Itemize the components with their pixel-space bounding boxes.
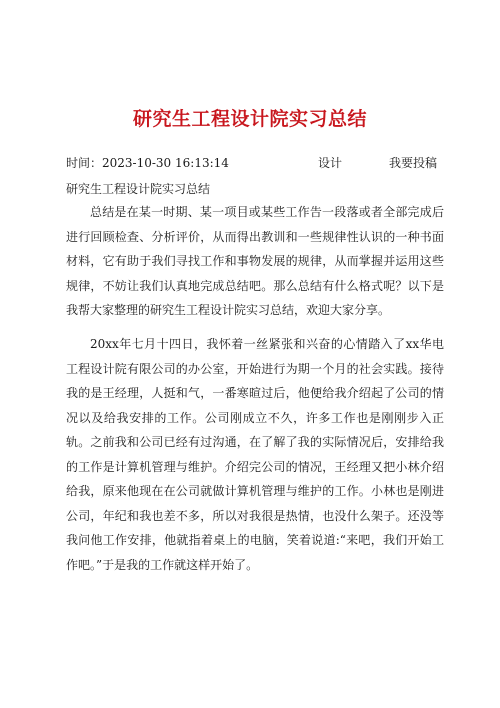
document-subtitle: 研究生工程设计院实习总结 bbox=[66, 182, 211, 196]
publish-time: 时间：2023-10-30 16:13:14 bbox=[66, 156, 229, 170]
intro-paragraph: 总结是在某一时期、某一项目或某些工作告一段落或者全部完成后进行回顾检查、分析评价，从而得出教训和一些规律性认识的一种书面材料，它有助于我们寻找工作和事物发展的规律，从而掌握并运用这些规律，不妨让我们认真地完成总结吧。那么总结有什么格式呢？以下是我帮大家整理的研究生工程设计院实习总结，欢迎大家分享。 bbox=[66, 205, 444, 317]
submit-article-link[interactable]: 我要投稿 bbox=[389, 156, 438, 170]
category-link[interactable]: 设计 bbox=[318, 156, 343, 170]
meta-bar bbox=[66, 154, 448, 170]
body-paragraph: 20xx年七月十四日，我怀着一丝紧张和兴奋的心情踏入了xx华电工程设计院有限公司的办公室，开始进行为期一个月的社会实践。接待我的是王经理，人挺和气，一番寒暄过后，他便给我介绍起了公司的情况以及给我安排的工作。公司刚成立不久，许多工作也是刚刚步入正轨。之前我和公司已经有过沟通，在了解了我的实际情况后，安排给我的工作是计算机管理与维护。介绍完公司的情况，王经理又把小林介绍给我，原来他现在在公司就做计算机管理与维护的工作。小林也是刚进公司，年纪和我也差不多，所以对我很是热情，也没什么架子。还没等我问他工作安排，他就指着桌上的电脑，笑着说道:“来吧，我们开始工作吧。”于是我的工作就这样开始了。 bbox=[66, 337, 444, 572]
document-title: 研究生工程设计院实习总结 bbox=[132, 108, 367, 130]
